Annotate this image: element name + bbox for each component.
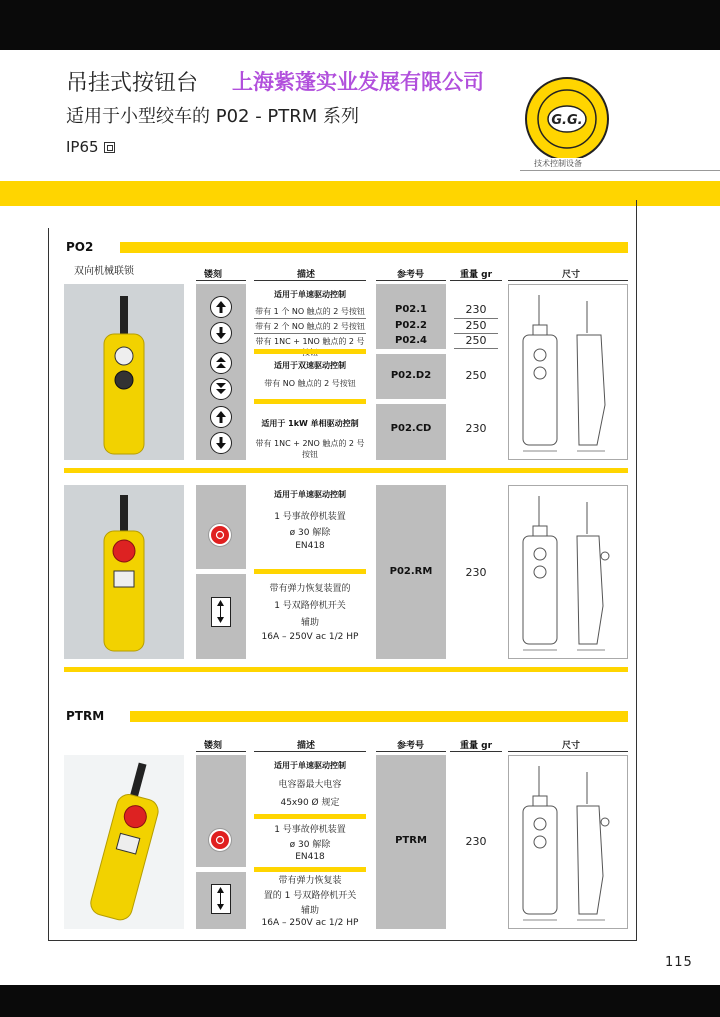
emergency-stop-icon xyxy=(209,829,231,851)
weight-ptrm: 230 xyxy=(465,835,487,848)
dimension-drawing-image xyxy=(509,486,627,658)
col-description: 描述 xyxy=(297,741,316,751)
po2-section-bar xyxy=(120,242,628,253)
ptrm-section-title: PTRM xyxy=(66,709,105,723)
gg-logo xyxy=(524,76,610,162)
po2rm-desc5: 1 号双路停机开关 xyxy=(274,601,346,611)
col-size: 尺寸 xyxy=(562,741,581,751)
hdr-rule xyxy=(196,751,246,752)
ptrm-section-bar xyxy=(130,711,628,722)
bottom-black-bar xyxy=(0,985,720,1017)
frame-right xyxy=(636,200,637,940)
arrow-down-icon xyxy=(210,432,232,454)
page-title: 吊挂式按钮台 xyxy=(66,71,199,96)
yellow-band xyxy=(0,181,720,206)
hdr-rule xyxy=(254,280,366,281)
hdr-rule xyxy=(450,280,502,281)
po2-subtitle: 双向机械联锁 xyxy=(74,266,134,277)
white-divider xyxy=(196,867,246,872)
col-engraving: 镂刻 xyxy=(204,270,223,280)
po2rm-desc3: EN418 xyxy=(295,541,325,551)
po2-g3-heading: 适用于 1kW 单相驱动控制 xyxy=(261,419,359,428)
weight-p02-1: 230 xyxy=(465,303,487,316)
yellow-divider xyxy=(254,349,366,354)
pendant-image xyxy=(64,755,184,929)
ptrm-product-photo xyxy=(64,755,184,929)
page-subtitle: 适用于小型绞车的 P02 - PTRM 系列 xyxy=(66,106,360,127)
po2-g2-heading: 适用于双速驱动控制 xyxy=(274,361,346,370)
po2-product-photo xyxy=(64,284,184,460)
row-rule xyxy=(254,318,366,319)
weight-p02-cd: 230 xyxy=(465,422,487,435)
ptrm-desc5: EN418 xyxy=(295,852,325,862)
po2rm-product-photo xyxy=(64,485,184,659)
po2rm-desc6: 辅助 xyxy=(300,618,319,628)
arrow-up-icon xyxy=(210,296,232,318)
top-black-bar xyxy=(0,0,720,50)
white-divider xyxy=(196,569,246,574)
logo-text: G.G. xyxy=(551,113,583,128)
po2rm-desc4: 带有弹力恢复装置的 xyxy=(269,584,351,594)
po2rm-desc1: 1 号事故停机装置 xyxy=(274,512,346,522)
pendant-image xyxy=(64,485,184,659)
ref-p02-cd: P02.CD xyxy=(390,423,432,434)
po2-row2-desc: 带有 2 个 NO 触点的 2 号按钮 xyxy=(255,322,365,331)
po2-row3-desc: 带有 1NC + 1NO 触点的 2 号 xyxy=(255,337,365,346)
company-name: 上海紫蓬实业发展有限公司 xyxy=(232,70,484,94)
po2-g2-desc: 带有 NO 触点的 2 号按钮 xyxy=(264,379,356,388)
ptrm-desc6: 带有弹力恢复装 xyxy=(278,876,342,886)
white-divider xyxy=(376,399,446,404)
ptrm-desc8: 辅助 xyxy=(300,906,319,916)
po2rm-dimension-drawing xyxy=(508,485,628,659)
hdr-rule xyxy=(450,751,502,752)
double-arrow-up-icon xyxy=(210,352,232,374)
po2rm-heading: 适用于单速驱动控制 xyxy=(274,490,346,499)
ref-ptrm: PTRM xyxy=(395,835,427,846)
row-rule xyxy=(254,333,366,334)
ptrm-desc4: ø 30 解除 xyxy=(289,840,331,850)
hdr-rule xyxy=(508,751,628,752)
white-divider xyxy=(376,349,446,354)
ptrm-dimension-drawing xyxy=(508,755,628,929)
yellow-divider xyxy=(254,867,366,872)
ref-p02-d2: P02.D2 xyxy=(390,370,432,381)
po2-section-title: PO2 xyxy=(66,240,94,254)
frame-left xyxy=(48,228,49,940)
ip-rating-text: IP65 xyxy=(66,138,99,156)
weight-p02-2: 250 xyxy=(465,319,487,332)
col-weight: 重量 gr xyxy=(460,270,493,280)
dimension-drawing-image xyxy=(509,285,627,459)
col-engraving: 镂刻 xyxy=(204,741,223,751)
double-arrow-down-icon xyxy=(210,378,232,400)
ptrm-desc2: 45x90 Ø 规定 xyxy=(280,798,340,808)
po2rm-desc2: ø 30 解除 xyxy=(289,528,331,538)
po2rm-desc7: 16A – 250V ac 1/2 HP xyxy=(261,632,359,642)
emergency-stop-icon xyxy=(209,524,231,546)
po2-row1-desc: 带有 1 个 NO 触点的 2 号按钮 xyxy=(255,307,365,316)
row-rule xyxy=(454,348,498,349)
two-way-switch-icon xyxy=(211,597,231,627)
hdr-rule xyxy=(508,280,628,281)
ref-p02-rm: P02.RM xyxy=(389,566,433,577)
yellow-divider xyxy=(254,569,366,574)
hdr-rule xyxy=(196,280,246,281)
weight-p02-d2: 250 xyxy=(465,369,487,382)
ptrm-desc3: 1 号事故停机装置 xyxy=(274,825,346,835)
ptrm-desc1: 电容器最大电容 xyxy=(278,780,342,790)
po2-g1-heading: 适用于单速驱动控制 xyxy=(274,290,346,299)
tech-divider xyxy=(520,170,720,171)
hdr-rule xyxy=(376,751,446,752)
col-ref: 参考号 xyxy=(397,270,425,280)
col-size: 尺寸 xyxy=(562,270,581,280)
hdr-rule xyxy=(376,280,446,281)
yellow-divider xyxy=(254,814,366,819)
pendant-image xyxy=(64,284,184,460)
ref-p02-4: P02.4 xyxy=(394,335,427,346)
ip-rating xyxy=(66,138,115,156)
ref-p02-2: P02.2 xyxy=(394,320,427,331)
weight-p02-rm: 230 xyxy=(465,566,487,579)
ref-p02-1: P02.1 xyxy=(394,304,427,315)
arrow-up-icon xyxy=(210,406,232,428)
frame-bottom xyxy=(48,940,637,941)
arrow-down-icon xyxy=(210,322,232,344)
yellow-divider xyxy=(254,399,366,404)
page-number: 115 xyxy=(665,955,693,970)
col-weight: 重量 gr xyxy=(460,741,493,751)
two-way-switch-icon xyxy=(211,884,231,914)
weight-p02-4: 250 xyxy=(465,334,487,347)
ptrm-heading: 适用于单速驱动控制 xyxy=(274,761,346,770)
tech-label: 技术控制设备 xyxy=(534,159,582,168)
col-ref: 参考号 xyxy=(397,741,425,751)
ptrm-desc7: 置的 1 号双路停机开关 xyxy=(263,891,357,901)
po2-dimension-drawing xyxy=(508,284,628,460)
col-description: 描述 xyxy=(297,270,316,280)
po2-g3-desc: 带有 1NC + 2NO 触点的 2 号按钮 xyxy=(255,439,365,459)
insulation-icon xyxy=(104,142,115,153)
dimension-drawing-image xyxy=(509,756,627,928)
ptrm-desc9: 16A – 250V ac 1/2 HP xyxy=(261,918,359,928)
po2-section-end-bar xyxy=(64,468,628,473)
hdr-rule xyxy=(254,751,366,752)
po2rm-section-end-bar xyxy=(64,667,628,672)
